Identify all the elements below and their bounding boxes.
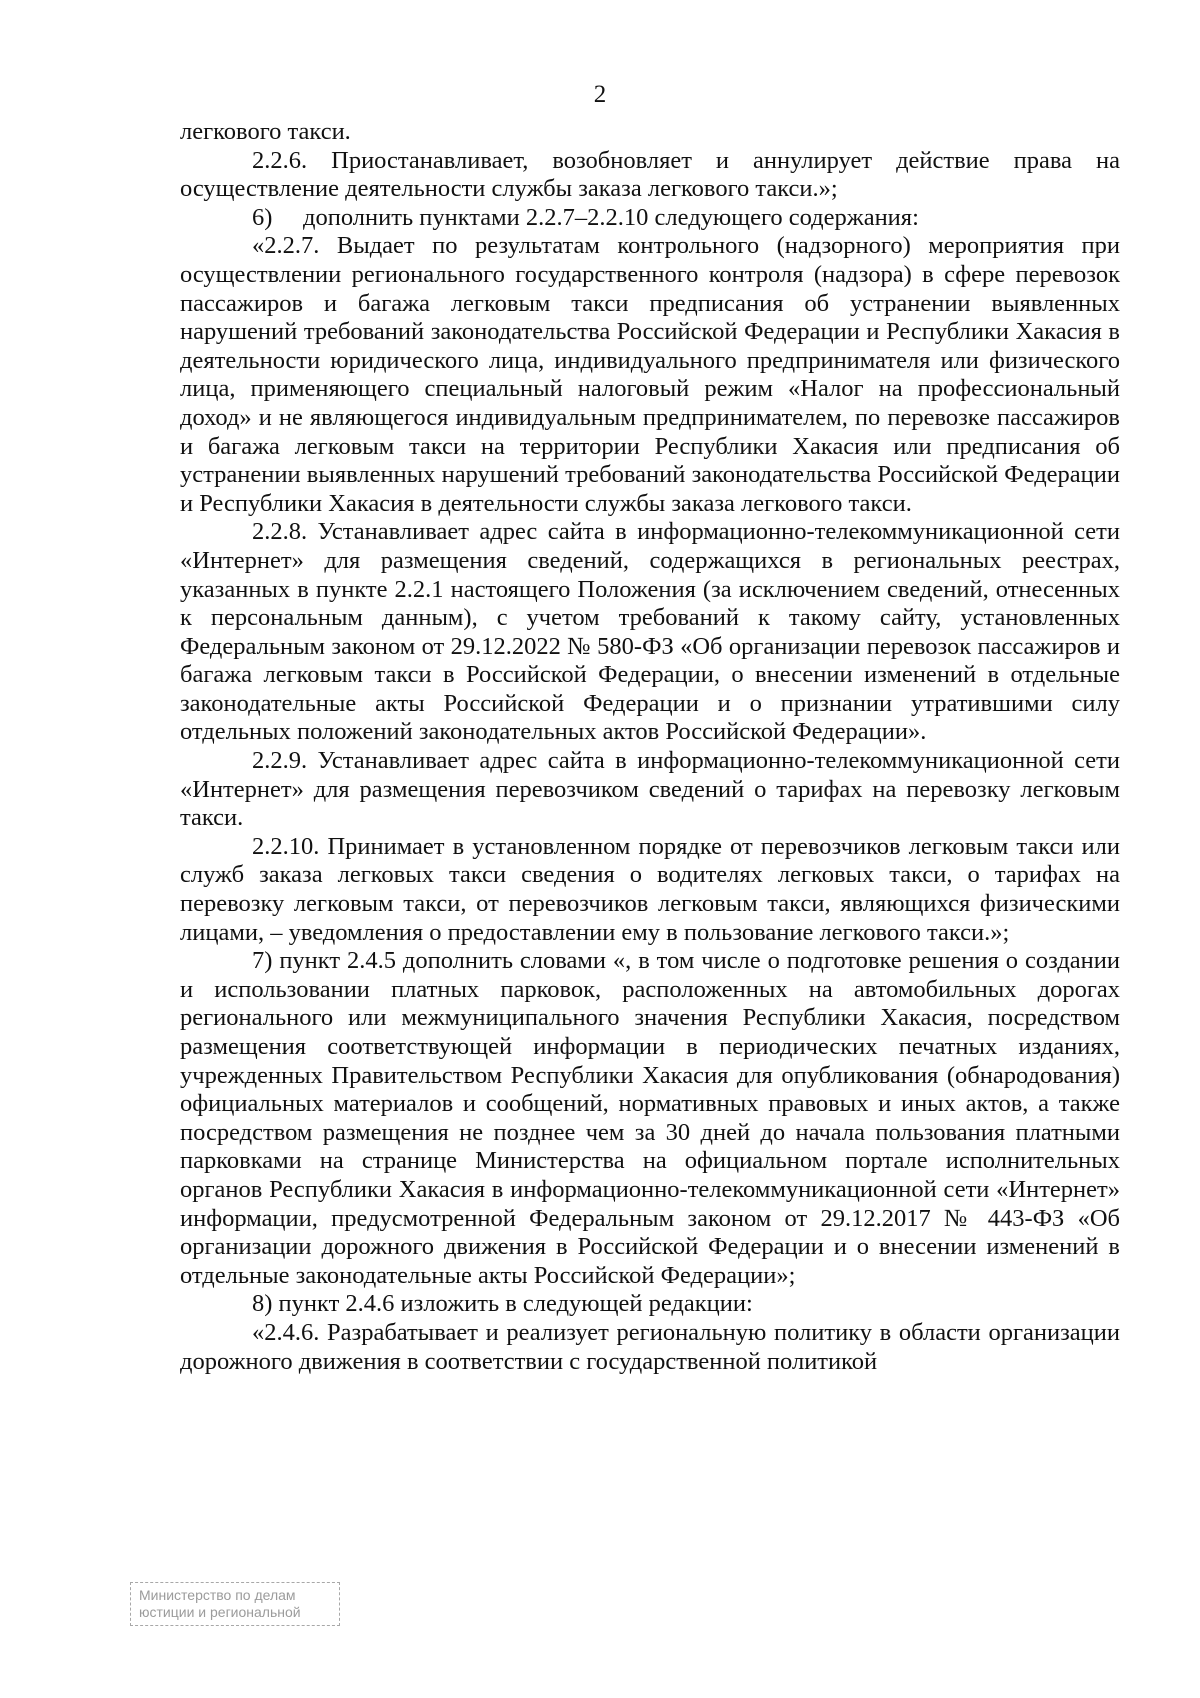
paragraph: 2.2.8. Устанавливает адрес сайта в информационно-телекоммуникационной сети «Интернет» для размещения сведений, содержащихся в региональных реестрах, указанных в пункте 2.2.1 настоящего Положения (за исключением сведений, отнесенных к персональным данным), с учетом требований к такому сайту, установленных Федеральным законом от 29.12.2022 № 580-ФЗ «Об организации перевозок пассажиров и багажа легковым такси в Российской Федерации, о внесении изменений в отдельные законодательные акты Российской Федерации и о признании утратившими силу отдельных положений законодательных актов Российской Федерации».	[180, 518, 1120, 746]
page-number: 2	[593, 81, 607, 108]
paragraph: 8) пункт 2.4.6 изложить в следующей редакции:	[252, 1290, 753, 1318]
paragraph: «2.2.7. Выдает по результатам контрольного (надзорного) мероприятия при осуществлении регионального государственного контроля (надзора) в сфере перевозок пассажиров и багажа легковым такси предписания об устранении выявленных нарушений требований законодательства Российской Федерации и Республики Хакасия в деятельности юридического лица, индивидуального предпринимателя или физического лица, применяющего специальный налоговый режим «Налог на профессиональный доход» и не являющегося индивидуальным предпринимателем, по перевозке пассажиров и багажа легковым такси на территории Республики Хакасия или предписания об устранении выявленных нарушений требований законодательства Российской Федерации и Республики Хакасия в деятельности службы заказа легкового такси.	[180, 232, 1120, 517]
paragraph: 2.2.10. Принимает в установленном порядке от перевозчиков легковым такси или служб заказа легковых такси сведения о водителях легковых такси, о тарифах на перевозку легковым такси, от перевозчиков легковым такси, являющихся физическими лицами, – уведомления о предоставлении ему в пользование легкового такси.»;	[180, 832, 1120, 946]
paragraph: «2.4.6. Разрабатывает и реализует региональную политику в области организации дорожного движения в соответствии с государственной политикой	[180, 1318, 1120, 1375]
registration-stamp	[130, 1582, 340, 1626]
paragraph: 2.2.6. Приостанавливает, возобновляет и аннулирует действие права на осуществление деятельности службы заказа легкового такси.»;	[180, 146, 1120, 203]
stamp-line: Министерство по делам	[139, 1587, 296, 1603]
paragraph: 2.2.9. Устанавливает адрес сайта в информационно-телекоммуникационной сети «Интернет» для размещения перевозчиком сведений о тарифах на перевозку легковым такси.	[180, 747, 1120, 832]
paragraph: 7) пункт 2.4.5 дополнить словами «, в том числе о подготовке решения о создании и использовании платных парковок, расположенных на автомобильных дорогах регионального или межмуниципального значения Республики Хакасия, посредством размещения соответствующей информации в периодических печатных изданиях, учрежденных Правительством Республики Хакасия для опубликования (обнародования) официальных материалов и сообщений, нормативных правовых и иных актов, а также посредством размещения не позднее чем за 30 дней до начала пользования платными парковками на странице Министерства на официальном портале исполнительных органов Республики Хакасия в информационно-телекоммуникационной сети «Интернет» информации, предусмотренной Федеральным законом от 29.12.2017 № 443-ФЗ «Об организации дорожного движения в Российской Федерации и о внесении изменений в отдельные законодательные акты Российской Федерации»;	[180, 947, 1120, 1289]
stamp-line: юстиции и региональной	[139, 1604, 301, 1620]
paragraph: 6) дополнить пунктами 2.2.7–2.2.10 следующего содержания:	[252, 203, 919, 231]
document-body	[180, 118, 1120, 1376]
paragraph: легкового такси.	[180, 118, 351, 145]
